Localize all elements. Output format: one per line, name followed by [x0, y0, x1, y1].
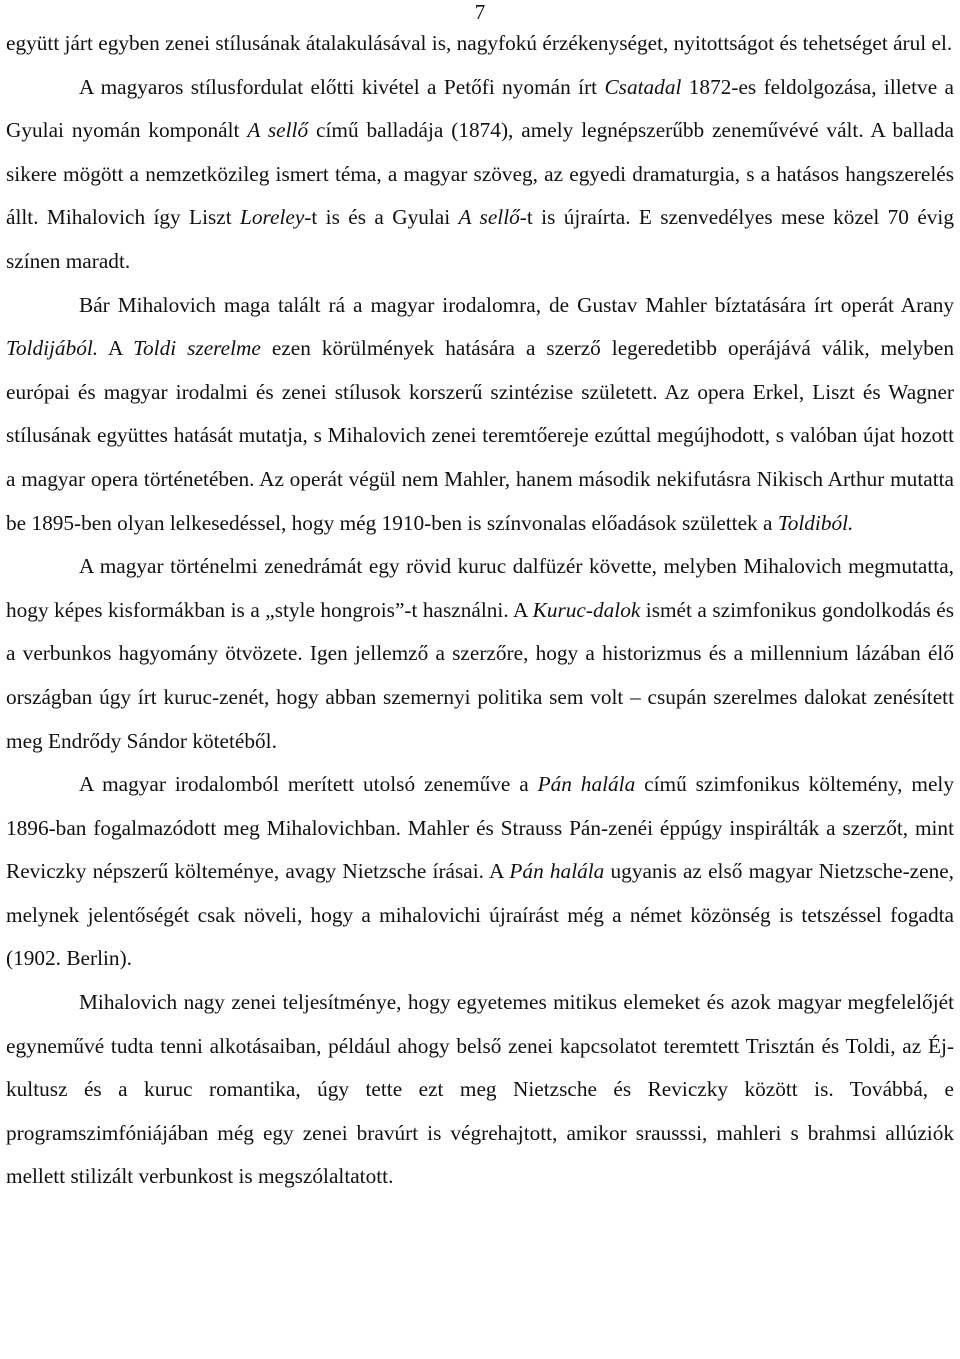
italic-text: Pán halála — [537, 772, 636, 797]
text-run: 1872-es feldolgozása, illetve a Gyulai nyomán komponált — [6, 74, 954, 143]
text-run: együtt járt egyben zenei stílusának átalakulásával is, nagyfokú érzékenységet, nyitottságot és tehetséget árul el. — [6, 31, 953, 55]
text-run: -t is újraírta. E szenvedélyes mese közel 70 évig színen maradt. — [6, 205, 954, 273]
text-run: Bár Mihalovich maga talált rá a magyar irodalomra, de Gustav Mahler bíztatására írt operát Arany — [79, 292, 954, 317]
text-run: című balladája (1874), amely legnépszerűbb zeneművévé vált. A ballada sikere mögött a nemzetközileg ismert téma, a magyar szöveg, az egyedi dramaturgia, s a hatásos hangszerelés állt. Mihalovich így Liszt — [6, 118, 954, 230]
italic-text: Loreley — [240, 205, 305, 230]
italic-text: A sellő — [247, 118, 309, 143]
text-run: Mihalovich nagy zenei teljesítménye, hogy egyetemes mitikus elemeket és azok magyar megfelelőjét egyneművé tudta tenni alkotásaiban, például ahogy belső zenei kapcsolatot teremtett Trisztán és Toldi, az Éj-kultusz és a kuruc romantika, úgy tette ezt meg Nietzsche és Reviczky között is. Továbbá, e programszimfóniájában még egy zenei bravúrt is végrehajtott, amikor srausssi, mahleri s brahmsi allúziók mellett stilizált verbunkost is megszólaltatott. — [6, 990, 954, 1189]
paragraph — [6, 763, 954, 981]
page-number: 7 — [474, 0, 486, 24]
text-run: A magyaros stílusfordulat előtti kivétel a Petőfi nyomán írt — [79, 74, 605, 99]
italic-text: Pán halála — [509, 859, 605, 884]
text-run: ezen körülmények hatására a szerző legeredetibb operájává válik, melyben európai és magyar irodalmi és zenei stílusok korszerű szintézise született. Az opera Erkel, Liszt és Wagner stílusának együttes hatását mutatja, s Mihalovich zenei teremtőereje ezúttal megújhodott, s valóban újat hozott a magyar opera történetében. Az operát végül nem Mahler, hanem második nekifutásra Nikisch Arthur mutatta be 1895-ben olyan lelkesedéssel, hogy még 1910-ben is színvonalas előadások születtek a — [6, 336, 955, 535]
text-run: A — [98, 336, 134, 361]
text-run: című szimfonikus költemény, mely 1896-ban fogalmazódott meg Mihalovichban. Mahler és Strauss Pán-zenéi éppúgy inspirálták a szerzőt, mint Reviczky népszerű költeménye, avagy Nietzsche írásai. A — [6, 772, 954, 884]
text-run: ugyanis az első magyar Nietzsche-zene, melynek jelentőségét csak növeli, hogy a mihalovichi újraírást még a német közönség is tetszéssel fogadta (1902. Berlin). — [6, 859, 955, 971]
italic-text: Toldijából. — [6, 336, 99, 361]
paragraph — [6, 545, 954, 763]
italic-text: Toldiból. — [777, 510, 854, 535]
text-run: A magyar történelmi zenedrámát egy rövid kuruc dalfüzér követte, melyben Mihalovich megmutatta, hogy képes kisformákban is a „style hongrois”-t használni. A — [6, 554, 954, 622]
paragraph — [6, 66, 954, 284]
text-run: ismét a szimfonikus gondolkodás és a verbunkos hagyomány ötvözete. Igen jellemző a szerzőre, hogy a historizmus és a millennium lázában élő országban úgy írt kuruc-zenét, hogy abban szemernyi politika sem volt – csupán szerelmes dalokat zenésített meg Endrődy Sándor kötetéből. — [6, 597, 954, 753]
text-run: A magyar irodalomból merített utolsó zeneműve a — [79, 772, 538, 797]
italic-text: Csatadal — [604, 74, 682, 99]
paragraph — [6, 284, 954, 546]
italic-text: Toldi szerelme — [133, 336, 261, 361]
italic-text: Kuruc-dalok — [532, 597, 641, 622]
document-body — [6, 22, 954, 1199]
paragraph — [6, 981, 954, 1199]
italic-text: A sellő — [458, 205, 520, 230]
paragraph — [6, 22, 954, 66]
text-run: -t is és a Gyulai — [304, 205, 459, 230]
